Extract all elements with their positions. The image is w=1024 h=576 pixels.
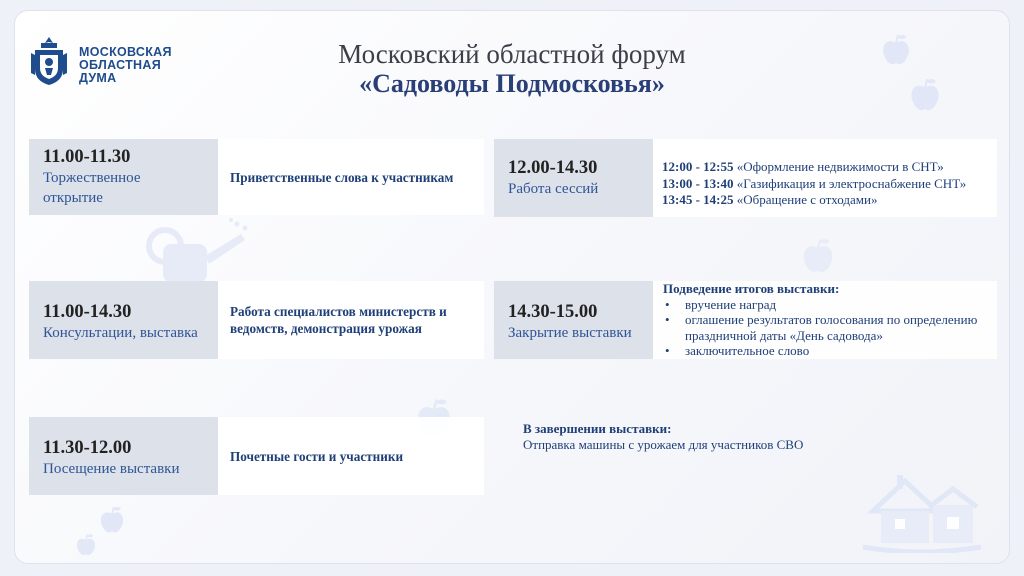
final-note [523,421,803,452]
event-name: Посещение выставки [43,461,180,477]
logo-text [79,46,172,85]
list-item: • заключительное слово [685,343,997,359]
time-block [29,417,218,495]
apple-icon [801,237,835,275]
coat-of-arms-icon [29,35,69,87]
logo-line: ДУМА [79,71,117,85]
apple-icon [99,505,125,535]
session-title: «Обращение с отходами» [736,192,878,207]
logo-line: МОСКОВСКАЯ [79,45,172,59]
time-range: 12.00-14.30 [508,158,598,178]
event-description: Почетные гости и участники [218,417,484,495]
time-range: 11.30-12.00 [43,438,132,458]
apple-icon [75,533,97,557]
time-block [494,139,653,217]
watering-can-icon [145,216,255,288]
logo [29,35,199,95]
event-name: Закрытие выставки [508,325,632,341]
time-range: 14.30-15.00 [508,302,598,322]
time-range: 11.00-11.30 [43,147,131,167]
summary-list [663,297,997,359]
event-description: Приветственные слова к участникам [218,139,484,215]
list-item: • вручение наград [685,297,997,313]
title-subtitle: «Садоводы Подмосковья» [359,69,665,98]
session-time: 13:45 - 14:25 [662,192,734,207]
event-name: Консультации, выставка [43,325,198,341]
session-title: «Оформление недвижимости в СНТ» [736,159,944,174]
final-title: В завершении выставки: [523,421,672,436]
list-item: • оглашение результатов голосования по определению праздничной даты «День садовода» [685,312,997,343]
session-item [662,159,997,176]
final-text: Отправка машины с урожаем для участников СВО [523,436,804,452]
session-item [662,192,997,209]
page-title [215,39,809,98]
time-block [494,281,653,359]
schedule-card [29,417,484,495]
closing-summary [663,281,997,359]
time-block [29,139,218,215]
session-item [662,176,997,193]
time-block [29,281,218,359]
event-description: Работа специалистов министерств и ведомств, демонстрация урожая [218,281,484,359]
session-time: 13:00 - 13:40 [662,175,734,191]
session-time: 12:00 - 12:55 [662,159,734,174]
event-name: Торжественное открытие [43,170,141,206]
schedule-card [29,281,484,359]
title-line: Московский областной форум [338,39,686,69]
slide [14,10,1010,564]
session-title: «Газификация и электроснабжение СНТ» [736,175,967,191]
summary-title: Подведение итогов выставки: [663,281,840,296]
apple-icon [881,33,911,67]
apple-icon [909,77,941,113]
schedule-card [29,139,484,215]
event-name: Работа сессий [508,181,599,197]
session-list [653,139,997,217]
logo-line: ОБЛАСТНАЯ [79,58,161,72]
schedule-card [494,139,997,217]
house-icon [853,471,989,553]
time-range: 11.00-14.30 [43,302,132,322]
